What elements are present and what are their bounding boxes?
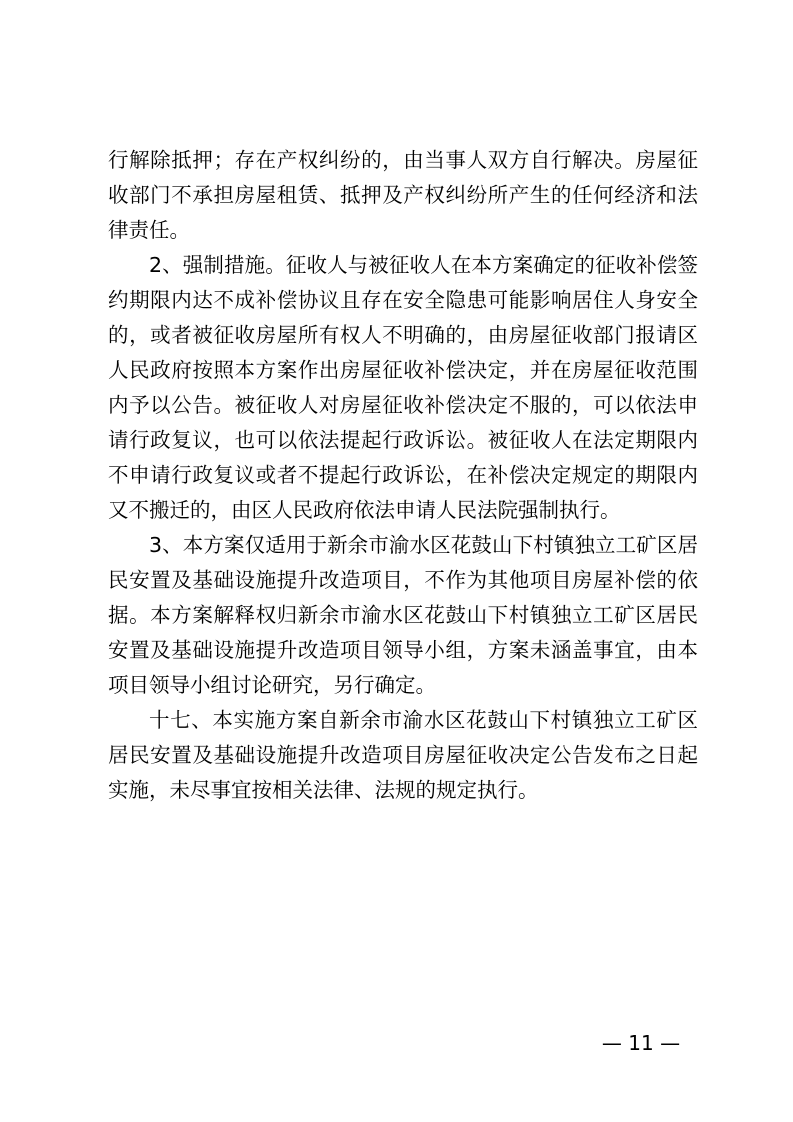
page-number: — 11 — xyxy=(601,1031,681,1055)
body-text xyxy=(108,143,698,808)
paragraph-effective-date: 十七、本实施方案自新余市渝水区花鼓山下村镇独立工矿区居民安置及基础设施提升改造项目房屋征收决定公告发布之日起实施，未尽事宜按相关法律、法规的规定执行。 xyxy=(108,708,698,802)
paragraph-scope-and-interpretation: 3、本方案仅适用于新余市渝水区花鼓山下村镇独立工矿区居民安置及基础设施提升改造项目，不作为其他项目房屋补偿的依据。本方案解释权归新余市渝水区花鼓山下村镇独立工矿区居民安置及基础设施提升改造项目领导小组，方案未涵盖事宜，由本项目领导小组讨论研究，另行确定。 xyxy=(108,533,698,697)
paragraph-enforcement-measures: 2、强制措施。征收人与被征收人在本方案确定的征收补偿签约期限内达不成补偿协议且存在安全隐患可能影响居住人身安全的，或者被征收房屋所有权人不明确的，由房屋征收部门报请区人民政府按照本方案作出房屋征收补偿决定，并在房屋征收范围内予以公告。被征收人对房屋征收补偿决定不服的，可以依法申请行政复议，也可以依法提起行政诉讼。被征收人在法定期限内不申请行政复议或者不提起行政诉讼，在补偿决定规定的期限内又不搬迁的，由区人民政府依法申请人民法院强制执行。 xyxy=(108,253,698,522)
paragraph-continuation: 行解除抵押；存在产权纠纷的，由当事人双方自行解决。房屋征收部门不承担房屋租赁、抵押及产权纠纷所产生的任何经济和法律责任。 xyxy=(108,148,698,242)
